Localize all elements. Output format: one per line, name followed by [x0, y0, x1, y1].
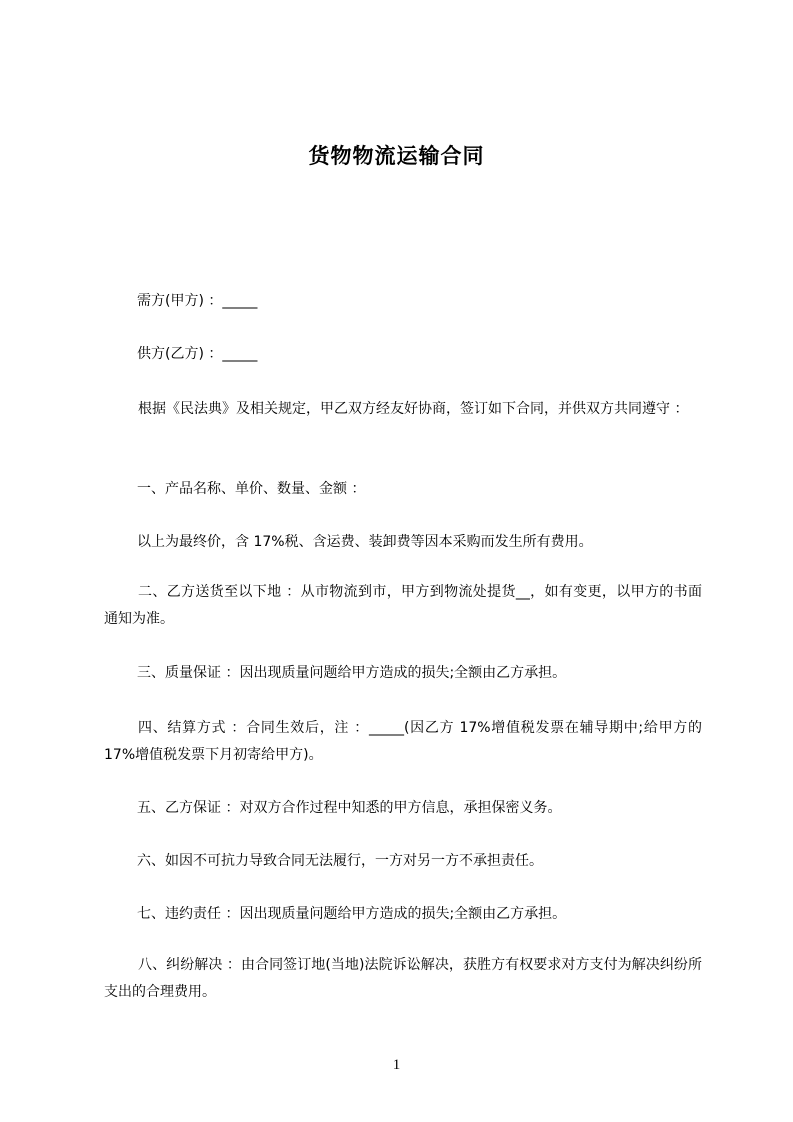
buyer-line: 需方(甲方) ：_____: [137, 293, 258, 309]
clause-7-line: 七、违约责任 ：因出现质量问题给甲方造成的损失;全额由乙方承担。: [137, 906, 567, 922]
clause-3-line: 三、质量保证 ：因出现质量问题给甲方造成的损失;全额由乙方承担。: [137, 665, 567, 681]
page-number: 1: [392, 1057, 401, 1073]
price-note: 以上为最终价，含 17%税、含运费、装卸费等因本采购而发生所有费用。: [137, 534, 593, 550]
clause-8-paragraph: 八、纠纷解决 ：由合同签订地(当地)法院诉讼解决，获胜方有权要求对方支付为解决纠纷所支出的合理费用。: [104, 957, 702, 1000]
supplier-line: 供方(乙方) ：_____: [137, 346, 258, 362]
intro-paragraph: 根据《民法典》及相关规定，甲乙双方经友好协商，签订如下合同，并供双方共同遵守 ：: [138, 401, 689, 417]
clause-5-line: 五、乙方保证 ：对双方合作过程中知悉的甲方信息，承担保密义务。: [137, 800, 562, 816]
clause-4-paragraph: 四、结算方式 ：合同生效后，注 ：_____(因乙方 17%增值税发票在辅导期中;给甲方的 17%增值税发票下月初寄给甲方)。: [104, 720, 702, 763]
clause-2-paragraph: 二、乙方送货至以下地 ：从市物流到市，甲方到物流处提货__，如有变更，以甲方的书面通知为准。: [104, 584, 702, 627]
document-title: 货物物流运输合同: [308, 144, 485, 168]
clause-1-heading: 一、产品名称、单价、数量、金额 ：: [137, 481, 366, 497]
clause-6-line: 六、如因不可抗力导致合同无法履行，一方对另一方不承担责任。: [137, 853, 543, 869]
